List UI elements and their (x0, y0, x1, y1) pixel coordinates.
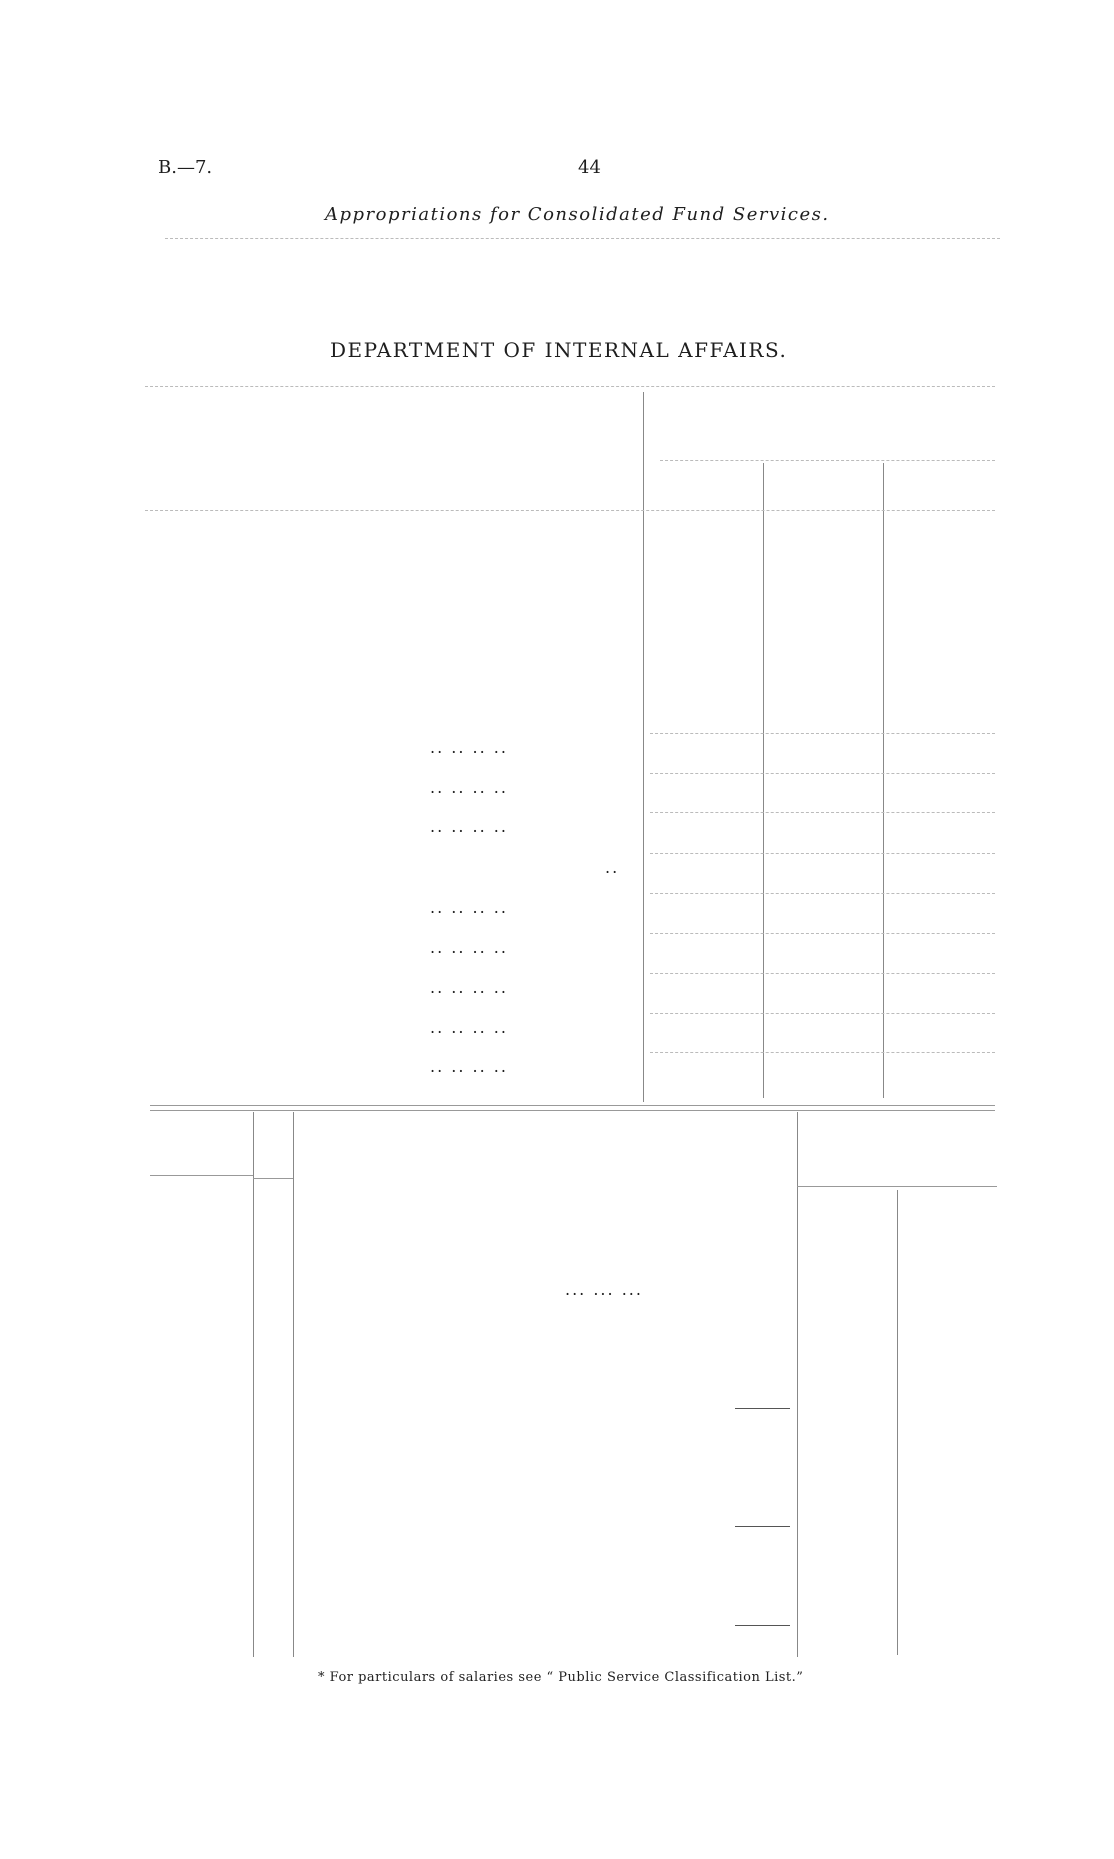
detail-top-rule (150, 1110, 995, 1111)
detail-divider-inner (897, 1190, 898, 1655)
detail-divider-amount (797, 1112, 798, 1657)
department-title: DEPARTMENT OF INTERNAL AFFAIRS. (330, 338, 788, 362)
leader-dots: .. .. .. .. (430, 938, 508, 957)
subtotal-rule (735, 1408, 790, 1409)
total-row-rule (650, 1052, 995, 1053)
leader-dots: .. .. .. .. (430, 898, 508, 917)
footnote: * For particulars of salaries see “ Public Service Classification List.” (318, 1670, 804, 1685)
total-row-rule (650, 973, 995, 974)
leader-dots: .. .. .. .. (430, 738, 508, 757)
detail-divider-item (293, 1112, 294, 1657)
leader-dots: .. .. .. .. (430, 978, 508, 997)
total-row-rule (650, 1013, 995, 1014)
leader-dots: ... ... ... (565, 1280, 643, 1299)
total-row-rule (650, 853, 995, 854)
total-row-rule (650, 773, 995, 774)
persons-header-rule (150, 1175, 253, 1176)
amount-header-rule (797, 1186, 997, 1187)
leader-dots: .. (605, 858, 620, 877)
leader-dots: .. .. .. .. (430, 1057, 508, 1076)
summary-divider-mid1 (763, 463, 764, 1098)
total-row-rule (650, 893, 995, 894)
page-subtitle: Appropriations for Consolidated Fund Services. (325, 204, 830, 225)
total-row-rule (650, 933, 995, 934)
leader-dots: .. .. .. .. (430, 778, 508, 797)
summary-bottom-rule (150, 1105, 995, 1106)
item-header-rule (253, 1178, 293, 1179)
header-rule (165, 238, 1000, 239)
subtotal-rule (735, 1625, 790, 1626)
leader-dots: .. .. .. .. (430, 1018, 508, 1037)
leader-dots: .. .. .. .. (430, 817, 508, 836)
page-number: 44 (578, 157, 601, 178)
summary-divider-mid2 (883, 463, 884, 1098)
summary-year-rule (660, 460, 995, 461)
detail-divider-persons (253, 1112, 254, 1657)
total-row-rule (650, 812, 995, 813)
summary-top-rule (145, 386, 995, 387)
summary-divider-left (643, 392, 644, 1102)
document-reference: B.—7. (158, 157, 213, 178)
total-row-rule (650, 733, 995, 734)
summary-header-rule (145, 510, 995, 511)
subtotal-rule (735, 1526, 790, 1527)
